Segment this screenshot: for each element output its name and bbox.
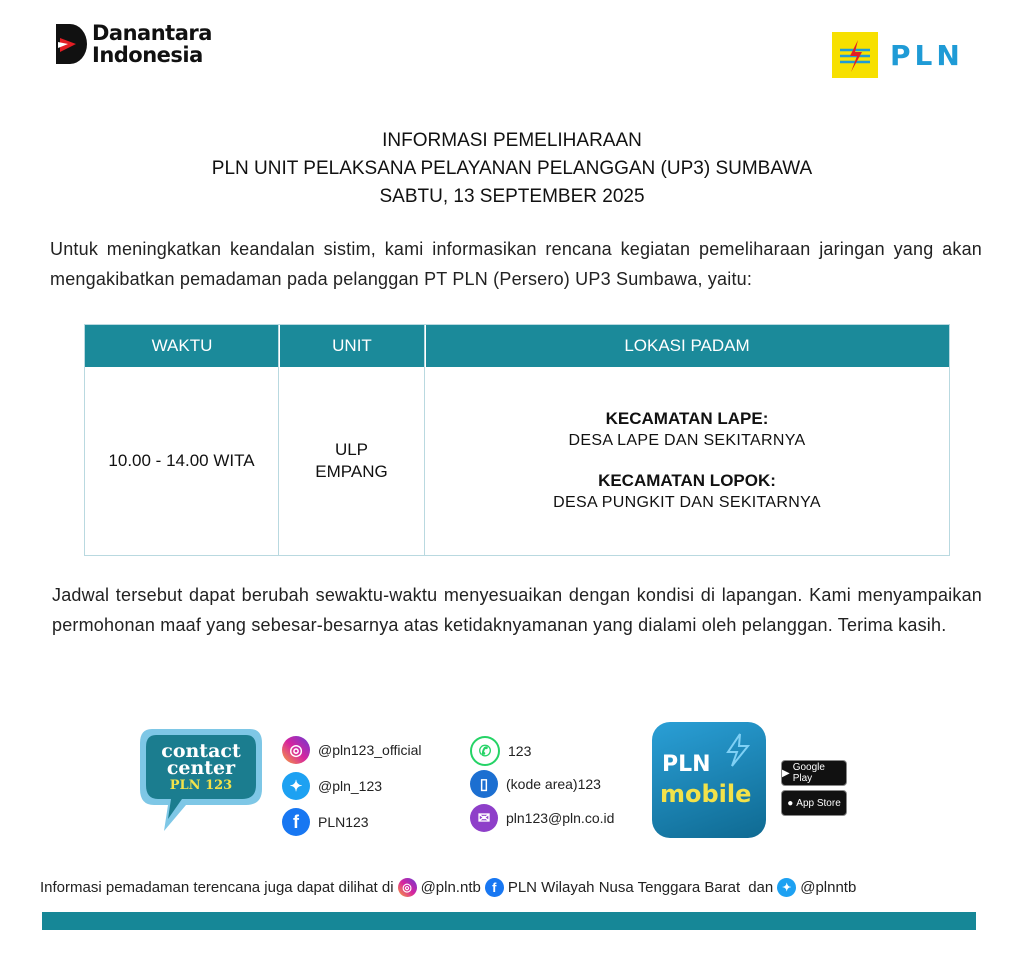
unit-line2: EMPANG bbox=[315, 462, 388, 481]
danantara-logo bbox=[54, 22, 212, 66]
pln-mobile-line1: PLN bbox=[662, 752, 711, 777]
facebook-icon: f bbox=[282, 808, 310, 836]
header-unit: UNIT bbox=[279, 325, 425, 367]
footer-facebook[interactable]: PLN Wilayah Nusa Tenggara Barat bbox=[507, 879, 741, 896]
danantara-line2: Indonesia bbox=[92, 43, 203, 67]
cc-line3: PLN 123 bbox=[169, 778, 233, 793]
desa-pungkit: DESA PUNGKIT DAN SEKITARNYA bbox=[553, 494, 821, 511]
unit-line1: ULP bbox=[334, 440, 369, 459]
danantara-mark-icon bbox=[54, 22, 88, 66]
danantara-line1: Danantara bbox=[92, 21, 212, 45]
cc-line1: contact bbox=[161, 740, 241, 762]
email-address: pln123@pln.co.id bbox=[506, 810, 615, 826]
cell-unit bbox=[279, 367, 424, 555]
pln-lightning-icon bbox=[832, 32, 878, 78]
contact-facebook[interactable] bbox=[282, 808, 369, 836]
pln-wordmark: PLN bbox=[890, 38, 964, 72]
lightning-icon bbox=[722, 732, 752, 768]
pln-mobile-line2: mobile bbox=[660, 780, 752, 808]
instagram-icon: ◎ bbox=[398, 878, 417, 897]
contact-email[interactable] bbox=[470, 804, 614, 832]
whatsapp-number: 123 bbox=[508, 743, 532, 759]
kecamatan-lape: KECAMATAN LAPE: bbox=[605, 409, 769, 428]
title-line2: PLN UNIT PELAKSANA PELAYANAN PELANGGAN (UP3) SUMBAWA bbox=[211, 158, 813, 179]
phone-icon: ▯ bbox=[470, 770, 498, 798]
app-store-badge[interactable] bbox=[781, 790, 847, 816]
contact-instagram[interactable] bbox=[282, 736, 421, 764]
title-line3: SABTU, 13 SEPTEMBER 2025 bbox=[379, 186, 645, 207]
kecamatan-lopok: KECAMATAN LOPOK: bbox=[598, 471, 776, 490]
instagram-icon: ◎ bbox=[282, 736, 310, 764]
twitter-icon: ✦ bbox=[282, 772, 310, 800]
google-play-badge[interactable] bbox=[781, 760, 847, 786]
facebook-icon: f bbox=[485, 878, 504, 897]
waktu-value: 10.00 - 14.00 WITA bbox=[108, 451, 255, 470]
cell-waktu bbox=[85, 367, 278, 555]
header-lokasi: LOKASI PADAM bbox=[425, 325, 949, 367]
closing-paragraph: Jadwal tersebut dapat berubah sewaktu-waktu menyesuaikan dengan kondisi di lapangan. Kami menyampaikan permohonan maaf yang sebesar-besarnya atas ketidaknyamanan yang dialami oleh pelanggan. Terima kasih. bbox=[52, 585, 982, 635]
desa-lape: DESA LAPE DAN SEKITARNYA bbox=[568, 432, 806, 449]
footer-prefix: Informasi pemadaman terencana juga dapat dilihat di bbox=[40, 879, 394, 896]
pln-logo bbox=[832, 32, 964, 78]
twitter-handle: @pln_123 bbox=[318, 778, 383, 794]
pln-mobile-logo bbox=[652, 722, 766, 838]
google-play-label: Google Play bbox=[792, 762, 825, 784]
footer-and: dan bbox=[748, 879, 774, 896]
apple-icon: ● bbox=[787, 797, 794, 809]
contact-phone[interactable] bbox=[470, 770, 601, 798]
intro-paragraph: Untuk meningkatkan keandalan sistim, kami informasikan rencana kegiatan pemeliharaan jaringan yang akan mengakibatkan pemadaman pada pelanggan PT PLN (Persero) UP3 Sumbawa, yaitu: bbox=[50, 239, 982, 289]
whatsapp-icon: ✆ bbox=[470, 736, 500, 766]
facebook-handle: PLN123 bbox=[318, 814, 369, 830]
google-play-icon: ▶ bbox=[782, 767, 790, 779]
footer-instagram[interactable]: @pln.ntb bbox=[420, 879, 481, 896]
cc-line2: center bbox=[166, 757, 236, 779]
app-store-label: App Store bbox=[796, 797, 841, 809]
title-line1: INFORMASI PEMELIHARAAN bbox=[382, 130, 642, 151]
footer-social-line bbox=[40, 878, 984, 897]
cell-lokasi bbox=[425, 367, 949, 555]
footer-twitter[interactable]: @plnntb bbox=[800, 879, 857, 896]
instagram-handle: @pln123_official bbox=[318, 742, 422, 758]
footer-bar bbox=[42, 912, 976, 930]
twitter-icon: ✦ bbox=[777, 878, 796, 897]
contact-whatsapp[interactable] bbox=[470, 736, 531, 766]
contact-twitter[interactable] bbox=[282, 772, 382, 800]
phone-number: (kode area)123 bbox=[506, 776, 601, 792]
email-icon: ✉ bbox=[470, 804, 498, 832]
contact-center-logo bbox=[138, 723, 264, 837]
header-waktu: WAKTU bbox=[85, 325, 279, 367]
maintenance-table bbox=[84, 324, 950, 556]
